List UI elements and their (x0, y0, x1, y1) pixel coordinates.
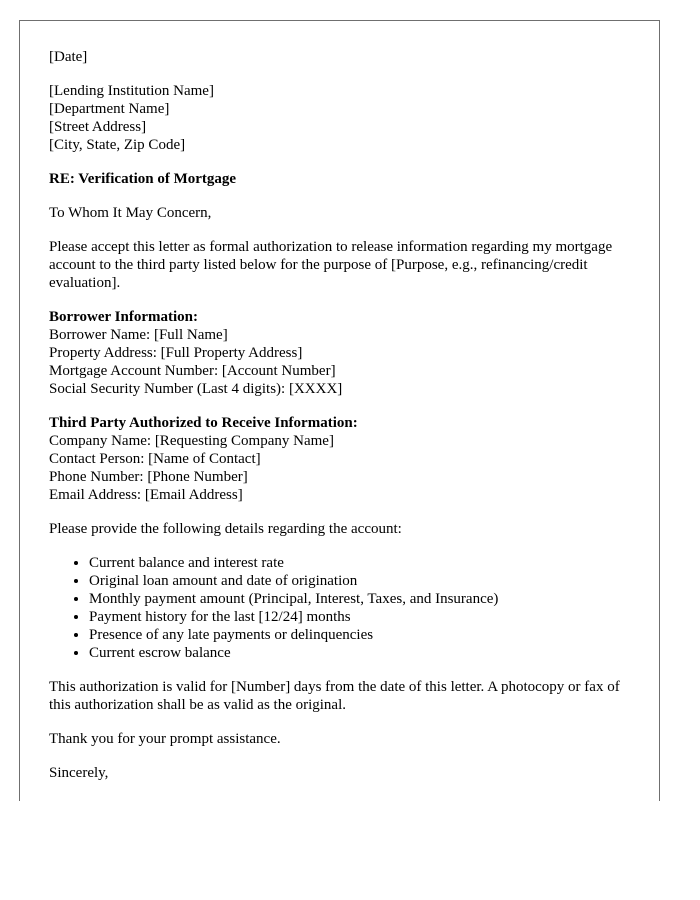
list-item: • Current escrow balance (89, 644, 629, 662)
list-item: • Monthly payment amount (Principal, Interest, Taxes, and Insurance) (89, 590, 629, 608)
borrower-heading: Borrower Information: (49, 309, 199, 325)
closing-line: Sincerely, (49, 765, 109, 781)
letter-date: [Date] (49, 49, 88, 65)
third-party-heading: Third Party Authorized to Receive Information: (49, 415, 358, 431)
borrower-line: Property Address: [Full Property Address] (49, 345, 303, 361)
letter-intro: Please accept this letter as formal authorization to release information regarding my mortgage account to the third party listed below for the purpose of [Purpose, e.g., refinancing/credit evaluation]. (49, 239, 613, 291)
list-item: • Presence of any late payments or delinquencies (89, 626, 629, 644)
details-list (49, 554, 629, 662)
recipient-address (49, 82, 629, 154)
third-party-information (49, 414, 629, 504)
borrower-information (49, 308, 629, 398)
letter-content (49, 48, 629, 798)
third-party-line: Email Address: [Email Address] (49, 487, 243, 503)
third-party-line: Phone Number: [Phone Number] (49, 469, 248, 485)
list-item: • Payment history for the last [12/24] months (89, 608, 629, 626)
details-intro: Please provide the following details regarding the account: (49, 521, 402, 537)
third-party-line: Contact Person: [Name of Contact] (49, 451, 261, 467)
recipient-line: [Department Name] (49, 101, 170, 117)
recipient-line: [Lending Institution Name] (49, 83, 214, 99)
borrower-line: Borrower Name: [Full Name] (49, 327, 228, 343)
letter-subject: RE: Verification of Mortgage (49, 171, 237, 187)
letter-salutation: To Whom It May Concern, (49, 205, 212, 221)
recipient-line: [City, State, Zip Code] (49, 137, 186, 153)
validity-statement: This authorization is valid for [Number] days from the date of this letter. A photocopy or fax of this authorization shall be as valid as the original. (49, 679, 620, 713)
third-party-line: Company Name: [Requesting Company Name] (49, 433, 334, 449)
letter-page (19, 20, 660, 801)
borrower-line: Social Security Number (Last 4 digits): [XXXX] (49, 381, 343, 397)
list-item: • Original loan amount and date of origination (89, 572, 629, 590)
thanks-line: Thank you for your prompt assistance. (49, 731, 281, 747)
borrower-line: Mortgage Account Number: [Account Number] (49, 363, 336, 379)
list-item: • Current balance and interest rate (89, 554, 629, 572)
recipient-line: [Street Address] (49, 119, 147, 135)
